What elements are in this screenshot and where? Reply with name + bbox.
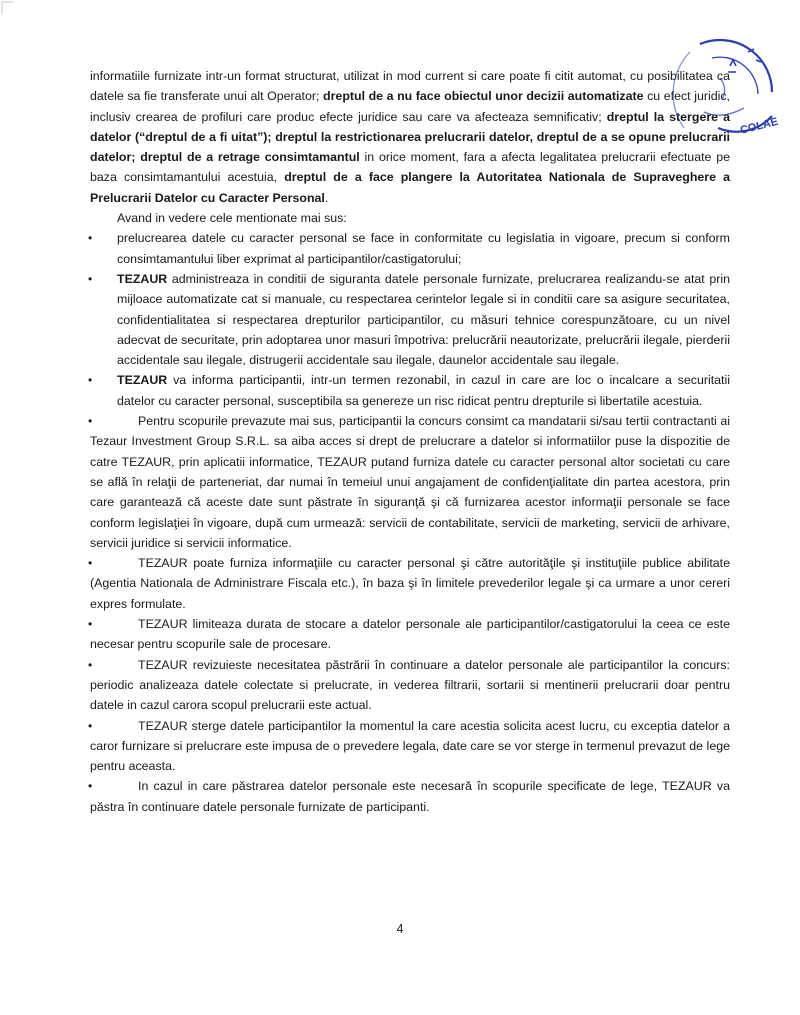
text-segment: TEZAUR sterge datele participantilor la momentul la care acestia solicita acest lucru, cu exceptia datelor a caror furnizare si prelucrare este impusa de o prevedere legala, date care se vor sterge in termenul prevazut de lege pentru aceasta. [90,718,730,774]
bullet-marker: • [88,373,93,388]
intro-sentence: Avand in vedere cele mentionate mai sus: [117,211,347,226]
text-segment: TEZAUR limiteaza durata de stocare a datelor personale ale participantilor/castigatorului la ceea ce este necesar pentru scopurile sale de procesare. [90,617,730,652]
official-stamp [660,32,780,152]
bold-text-segment: TEZAUR [117,271,168,286]
text-segment: in orice moment, fara a afecta legalitatea prelucrarii efectuate pe baza consimtamantului acestuia, [90,150,730,185]
text-segment: administreaza in conditii de siguranta datele personale furnizate, prelucrarea realizandu-se atat prin mijloace automatizate cat si manuale, cu respectarea cerintelor legale si in conditii care sa asigure securitatea, confidentialitatea si respectarea drepturilor participantilor, cu măsuri tehnice corespunzătoare, cu un nivel adecvat de securitate, prin adoptarea unor masuri împotriva: prelucrării neautorizate, prelucrării ilegale, pierderii accidentale sau ilegale, distrugerii accidentale sau ilegale, daunelor accidentale sau ilegale. [117,271,730,368]
list-item-text [90,776,730,817]
bold-text-segment: dreptul de a face plangere la Autoritatea Nationala de Supraveghere a Prelucrarii Datelor cu Caracter Personal [90,170,730,205]
list-item [90,370,730,411]
bullet-marker: • [88,657,93,672]
bullet-marker: • [88,231,93,246]
text-segment: prelucrearea datele cu caracter personal se face in conformitate cu legislatia in vigoare, precum si conform consimtamantului liber exprimat al participantilor/castigatorului; [117,231,730,266]
list-item-text [90,553,730,614]
corner-scan-mark [0,0,40,40]
list-item [90,553,730,614]
bullet-marker: • [88,271,93,286]
list-item-text [90,614,730,655]
text-segment: TEZAUR revizuieste necesitatea păstrării în continuare a datelor personale ale participantilor la concurs: periodic analizeaza datele colectate si prelucrate, in vederea filtrarii, sortarii si mentinerii prelucrarii doar pentru datele in cazul carora scopul prelucrarii este actual. [90,657,730,713]
text-segment: In cazul in care păstrarea datelor personale este necesară în scopurile specificate de lege, TEZAUR va păstra în continuare datele personale furnizate de participanti. [90,779,730,814]
list-item [90,776,730,817]
bold-text-segment: dreptul de a nu face obiectul unor decizii automatizate [323,89,644,104]
bullet-marker: • [88,414,93,429]
text-segment: cu efect juridic, inclusiv crearea de profiluri care produc efecte juridice sau care va afecteaza semnificativ; [90,89,731,124]
paragraph [90,66,730,208]
bullet-marker: • [88,779,93,794]
text-segment: informatiile furnizate intr-un format structurat, utilizat in mod current si care poate fi citit automat, cu posibilitatea ca datele sa fie transferate unui alt Operator; [90,69,730,104]
list-item [90,716,730,777]
list-item-text [90,411,730,553]
text-segment: TEZAUR poate furniza informaţiile cu caracter personal şi către autorităţile şi instituţiile publice abilitate (Agentia Nationala de Administrare Fiscala etc.), în baza şi în limitele prevederilor legale şi ca urmare a unor cereri expres formulate. [90,556,730,611]
page-number: 4 [396,922,404,936]
bold-text-segment: TEZAUR [117,373,168,388]
bullet-marker: • [88,718,93,733]
stamp-text: COLAE [739,115,780,137]
list-item-text [90,655,730,716]
list-item-text [90,716,730,777]
list-item [90,614,730,655]
list-item [90,411,730,553]
list-item [90,655,730,716]
bold-text-segment: dreptul la stergere a datelor (“dreptul de a fi uitat”); dreptul la restrictionarea prelucrarii datelor, dreptul de a se opune prelucrarii datelor; dreptul de a retrage consimtamantul [90,109,730,165]
text-segment: va informa participantii, intr-un termen rezonabil, in cazul in care are loc o incalcare a securitatii datelor cu caracter personal, susceptibila sa genereze un risc ridicat pentru drepturile si libertatile acestuia. [117,373,730,408]
document-body [90,66,730,817]
bullet-marker: • [88,556,93,571]
text-segment: . [324,190,329,205]
text-segment: Pentru scopurile prevazute mai sus, participantii la concurs consimt ca mandatarii si/sau tertii contractanti ai Tezaur Investment Group S.R.L. sa aiba acces si drept de prelucrare a datelor si informatiilor puse la dispozitie de catre TEZAUR, prin aplicatii informatice, TEZAUR putand furniza datele cu caracter personal altor societati cu care se află în relaţii de parteneriat, dar numai în temeiul unui angajament de confidenţialitate din partea acestora, prin care garantează că aceste date sunt păstrate în siguranţă şi că furnizarea acestor informaţii personale se face conform legislaţiei în vigoare, după cum urmează: servicii de contabilitate, servicii de marketing, servicii de arhivare, servicii juridice si servicii informatice. [90,414,730,550]
list-item [90,269,730,370]
list-item [90,228,730,269]
bullet-marker: • [88,617,93,632]
